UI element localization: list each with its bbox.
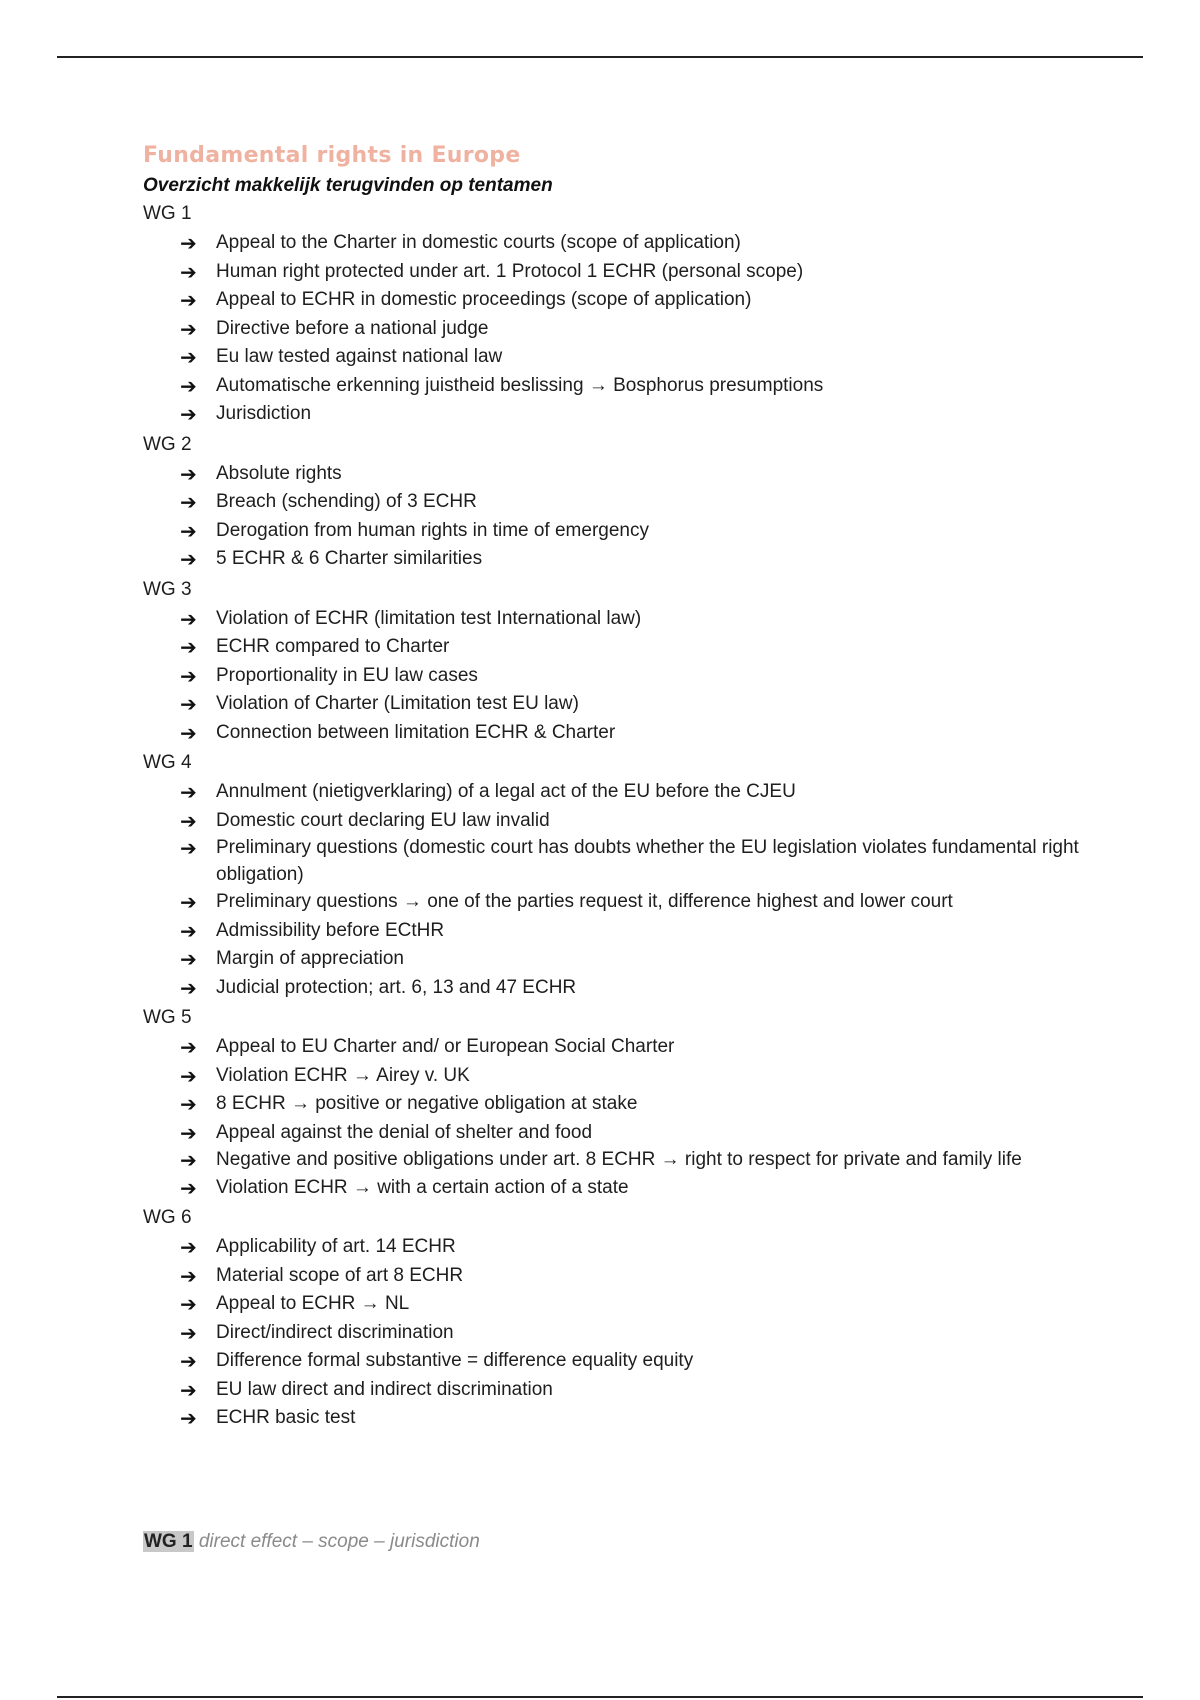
list-item (143, 1090, 1083, 1119)
arrow-right-icon: ➔ (180, 402, 197, 426)
list-item (143, 1147, 1083, 1174)
document-title: Fundamental rights in Europe (143, 143, 521, 168)
arrow-right-icon: ➔ (180, 1035, 197, 1059)
arrow-right-icon: ➔ (180, 918, 197, 943)
list-item (143, 888, 1083, 917)
list-item-text: Directive before a national judge (216, 317, 489, 339)
arrow-right-icon: ➔ (180, 1148, 197, 1172)
arrow-right-icon: ➔ (180, 720, 197, 745)
arrow-right-icon: ➔ (180, 692, 197, 716)
header-rule (57, 56, 1143, 58)
list-item (143, 343, 1083, 372)
list-item-text: Violation ECHR → with a certain action of a state (216, 1176, 629, 1198)
section-heading: WG 4 (143, 752, 192, 773)
arrow-right-icon: ➔ (180, 663, 197, 688)
list-item-text: Automatische erkenning juistheid beslissing → Bosphorus presumptions (216, 374, 824, 396)
arrow-right-icon: ➔ (180, 1120, 197, 1145)
list-item (143, 286, 1083, 315)
list-item (143, 633, 1083, 662)
list-item (143, 719, 1083, 748)
list-item-text: Material scope of art 8 ECHR (216, 1264, 464, 1286)
list-item (143, 315, 1083, 344)
arrow-right-icon: ➔ (180, 461, 197, 486)
document-subtitle: Overzicht makkelijk terugvinden op tentamen (143, 175, 553, 196)
list-item-text: Margin of appreciation (216, 948, 404, 969)
next-section-heading (143, 1528, 480, 1556)
list-item-text: EU law direct and indirect discrimination (216, 1378, 553, 1400)
list-item (143, 400, 1083, 429)
list-item-text: Difference formal substantive = difference equality equity (216, 1350, 694, 1371)
bullet-list (143, 1233, 1083, 1433)
list-item (143, 1233, 1083, 1262)
section-wg3 (143, 576, 1083, 748)
bullet-list (143, 460, 1083, 574)
list-item-text: Connection between limitation ECHR & Charter (216, 721, 616, 743)
list-item (143, 1119, 1083, 1148)
arrow-right-icon: ➔ (180, 345, 197, 369)
list-item-text: Appeal against the denial of shelter and food (216, 1121, 593, 1143)
section-heading: WG 5 (143, 1007, 192, 1028)
section-heading: WG 1 (143, 203, 192, 224)
list-item (143, 1347, 1083, 1376)
list-item-text: Judicial protection; art. 6, 13 and 47 ECHR (216, 976, 577, 998)
section-wg5 (143, 1004, 1083, 1202)
list-item-text: Admissibility before ECtHR (216, 919, 445, 941)
list-item (143, 488, 1083, 517)
arrow-right-icon: ➔ (180, 1063, 197, 1088)
list-item (143, 1262, 1083, 1291)
bullet-list (143, 1033, 1083, 1202)
list-item (143, 460, 1083, 489)
list-item-text: Preliminary questions → one of the parties request it, difference highest and lower court (216, 891, 953, 912)
arrow-right-icon: ➔ (180, 808, 197, 833)
list-item-text: 8 ECHR → positive or negative obligation at stake (216, 1093, 638, 1114)
arrow-right-icon: ➔ (180, 606, 197, 631)
list-item (143, 1404, 1083, 1433)
arrow-right-icon: ➔ (180, 1292, 197, 1316)
list-item (143, 807, 1083, 836)
arrow-right-icon: ➔ (180, 547, 197, 571)
arrow-right-icon: ➔ (180, 288, 197, 312)
arrow-right-icon: ➔ (180, 1377, 197, 1402)
arrow-right-icon: ➔ (180, 780, 197, 804)
arrow-right-icon: ➔ (180, 518, 197, 543)
list-item (143, 258, 1083, 287)
list-item-text: Absolute rights (216, 462, 342, 484)
list-item (143, 229, 1083, 258)
list-item (143, 690, 1083, 719)
list-item-text: Direct/indirect discrimination (216, 1321, 454, 1343)
list-item (143, 1062, 1083, 1091)
list-item (143, 372, 1083, 401)
bullet-list (143, 605, 1083, 748)
list-item-text: ECHR compared to Charter (216, 636, 450, 657)
arrow-right-icon: ➔ (180, 1092, 197, 1116)
list-item-text: Derogation from human rights in time of emergency (216, 519, 649, 541)
list-item-text: Domestic court declaring EU law invalid (216, 809, 550, 831)
section-heading: WG 3 (143, 578, 192, 600)
arrow-right-icon: ➔ (180, 635, 197, 659)
arrow-right-icon: ➔ (180, 836, 197, 860)
section-wg2 (143, 431, 1083, 574)
list-item-text: Violation ECHR → Airey v. UK (216, 1064, 470, 1086)
arrow-right-icon: ➔ (180, 373, 197, 398)
next-section-subtitle: direct effect – scope – jurisdiction (198, 1531, 480, 1552)
list-item (143, 1319, 1083, 1348)
list-item-text: Negative and positive obligations under art. 8 ECHR → right to respect for private and family life (216, 1149, 1022, 1170)
list-item (143, 917, 1083, 946)
arrow-right-icon: ➔ (180, 1349, 197, 1373)
arrow-right-icon: ➔ (180, 1235, 197, 1259)
list-item-text: Annulment (nietigverklaring) of a legal act of the EU before the CJEU (216, 781, 796, 802)
list-item-text: 5 ECHR & 6 Charter similarities (216, 548, 483, 569)
list-item (143, 605, 1083, 634)
list-item (143, 835, 1083, 888)
list-item-text: Appeal to ECHR → NL (216, 1293, 410, 1314)
arrow-right-icon: ➔ (180, 1406, 197, 1430)
section-wg1 (143, 200, 1083, 429)
arrow-right-icon: ➔ (180, 1320, 197, 1345)
arrow-right-icon: ➔ (180, 316, 197, 341)
list-item-text: Jurisdiction (216, 403, 312, 424)
list-item-text: Applicability of art. 14 ECHR (216, 1236, 456, 1257)
list-item (143, 662, 1083, 691)
list-item-text: Violation of ECHR (limitation test International law) (216, 607, 642, 629)
section-heading: WG 2 (143, 433, 192, 455)
list-item-text: Violation of Charter (Limitation test EU law) (216, 693, 579, 714)
list-item-text: Breach (schending) of 3 ECHR (216, 491, 477, 512)
arrow-right-icon: ➔ (180, 231, 197, 255)
list-item-text: Proportionality in EU law cases (216, 664, 478, 686)
arrow-right-icon: ➔ (180, 947, 197, 971)
section-wg6 (143, 1204, 1083, 1433)
list-item (143, 1174, 1083, 1203)
arrow-right-icon: ➔ (180, 490, 197, 514)
list-item (143, 517, 1083, 546)
document-body (143, 140, 1083, 1435)
list-item (143, 1376, 1083, 1405)
list-item (143, 1033, 1083, 1062)
list-item (143, 778, 1083, 807)
list-item (143, 1290, 1083, 1319)
footer-rule (57, 1696, 1143, 1698)
section-heading: WG 6 (143, 1207, 192, 1228)
arrow-right-icon: ➔ (180, 1175, 197, 1200)
bullet-list (143, 778, 1083, 1002)
list-item-text: Preliminary questions (domestic court has doubts whether the EU legislation violates fundamental right obligation) (216, 837, 1079, 885)
list-item-text: Appeal to ECHR in domestic proceedings (scope of application) (216, 289, 752, 310)
list-item-text: Appeal to the Charter in domestic courts (scope of application) (216, 232, 741, 253)
section-wg4 (143, 749, 1083, 1002)
list-item (143, 974, 1083, 1003)
arrow-right-icon: ➔ (180, 975, 197, 1000)
list-item-text: Appeal to EU Charter and/ or European Social Charter (216, 1036, 675, 1057)
list-item-text: Human right protected under art. 1 Protocol 1 ECHR (personal scope) (216, 260, 804, 282)
list-item (143, 945, 1083, 974)
bullet-list (143, 229, 1083, 429)
list-item-text: ECHR basic test (216, 1407, 356, 1428)
arrow-right-icon: ➔ (180, 259, 197, 284)
arrow-right-icon: ➔ (180, 1263, 197, 1288)
arrow-right-icon: ➔ (180, 890, 197, 914)
list-item-text: Eu law tested against national law (216, 346, 503, 367)
next-section-label: WG 1 (144, 1531, 193, 1552)
list-item (143, 545, 1083, 574)
